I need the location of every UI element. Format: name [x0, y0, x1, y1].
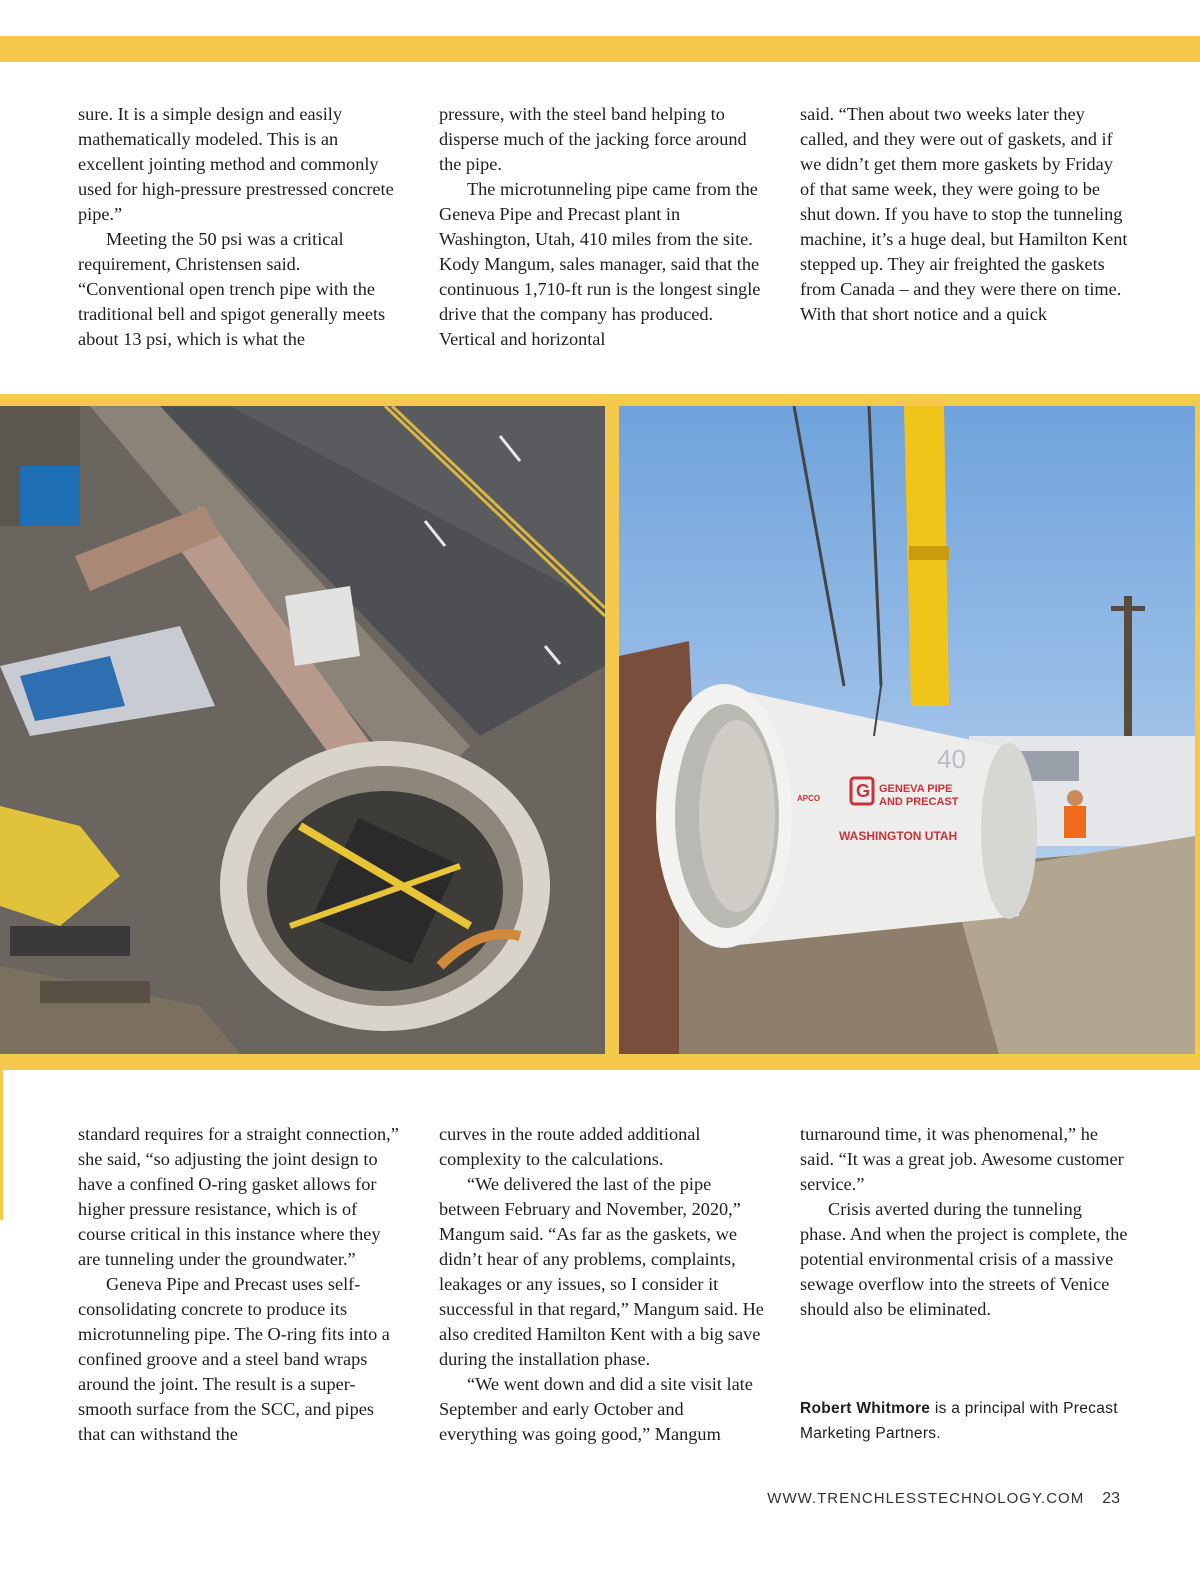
- paragraph: Meeting the 50 psi was a critical requirement, Christensen said. “Conventional open trench pipe with the traditional bell and spigot generally meets about 13 psi, which is what the: [78, 229, 386, 349]
- paragraph: Geneva Pipe and Precast uses self-consolidating concrete to produce its microtunneling pipe. The O-ring fits into a confined groove and a steel band wraps around the joint. The result is a super-smooth surface from the SCC, and pipes that can withstand the: [78, 1274, 390, 1444]
- top-column-2: [439, 102, 764, 352]
- author-name: Robert Whitmore: [800, 1400, 931, 1417]
- paragraph: sure. It is a simple design and easily mathematically modeled. This is an excellent jointing method and commonly used for high-pressure prestressed concrete pipe.”: [78, 104, 394, 224]
- paragraph: “We went down and did a site visit late September and early October and everything was going good,” Mangum: [439, 1374, 753, 1444]
- bottom-column-1: [78, 1122, 403, 1447]
- paragraph: standard requires for a straight connection,” she said, “so adjusting the joint design to have a confined O-ring gasket allows for higher pressure resistance, which is of course critical in this instance where they are tunneling under the groundwater.”: [78, 1124, 399, 1269]
- page-footer: [767, 1490, 1120, 1508]
- top-column-1: [78, 102, 403, 352]
- svg-text:G: G: [856, 781, 871, 801]
- author-bio: [800, 1396, 1130, 1446]
- paragraph: Crisis averted during the tunneling phase. And when the project is complete, the potential environmental crisis of a massive sewage overflow into the streets of Venice should also be eliminated.: [800, 1199, 1128, 1319]
- top-accent-bar: [0, 36, 1200, 62]
- bottom-column-2: [439, 1122, 764, 1447]
- page-number: 23: [1102, 1490, 1120, 1507]
- pipe-small-logo: APCO: [797, 794, 821, 803]
- pipe-brand-line1: GENEVA PIPE: [879, 783, 953, 795]
- paragraph: The microtunneling pipe came from the Geneva Pipe and Precast plant in Washington, Utah, 410 miles from the site. Kody Mangum, sales manager, said that the continuous 1,710-ft run is the longest single drive that the company has produced. Vertical and horizontal: [439, 179, 761, 349]
- paragraph: said. “Then about two weeks later they called, and they were out of gaskets, and if we didn’t get them more gaskets by Friday of that same week, they were going to be shut down. If you have to stop the tunneling machine, it’s a huge deal, but Hamilton Kent stepped up. They air freighted the gaskets from Canada – and they were there on time. With that short notice and a quick: [800, 104, 1128, 324]
- pipe-brand-line2: AND PRECAST: [879, 796, 959, 808]
- bottom-column-3: [800, 1122, 1130, 1322]
- footer-website: WWW.TRENCHLESSTECHNOLOGY.COM: [767, 1490, 1085, 1507]
- paragraph: “We delivered the last of the pipe between February and November, 2020,” Mangum said. “As far as the gaskets, we didn’t hear of any problems, complaints, leakages or any issues, so I consider it successful in that regard,” Mangum said. He also credited Hamilton Kent with a big save during the installation phase.: [439, 1174, 764, 1369]
- paragraph: turnaround time, it was phenomenal,” he said. “It was a great job. Awesome customer service.”: [800, 1124, 1124, 1194]
- pipe-number: 40: [937, 744, 966, 774]
- pipe-location: WASHINGTON UTAH: [839, 829, 958, 843]
- paragraph: curves in the route added additional complexity to the calculations.: [439, 1124, 701, 1169]
- top-column-3: [800, 102, 1130, 327]
- aerial-shaft-photo: [0, 406, 605, 1054]
- pipe-lift-photo: [619, 406, 1195, 1054]
- paragraph: pressure, with the steel band helping to disperse much of the jacking force around the pipe.: [439, 104, 747, 174]
- accent-stub: [0, 1070, 3, 1220]
- author-description: is a principal with Precast Marketing Partners.: [800, 1400, 1118, 1442]
